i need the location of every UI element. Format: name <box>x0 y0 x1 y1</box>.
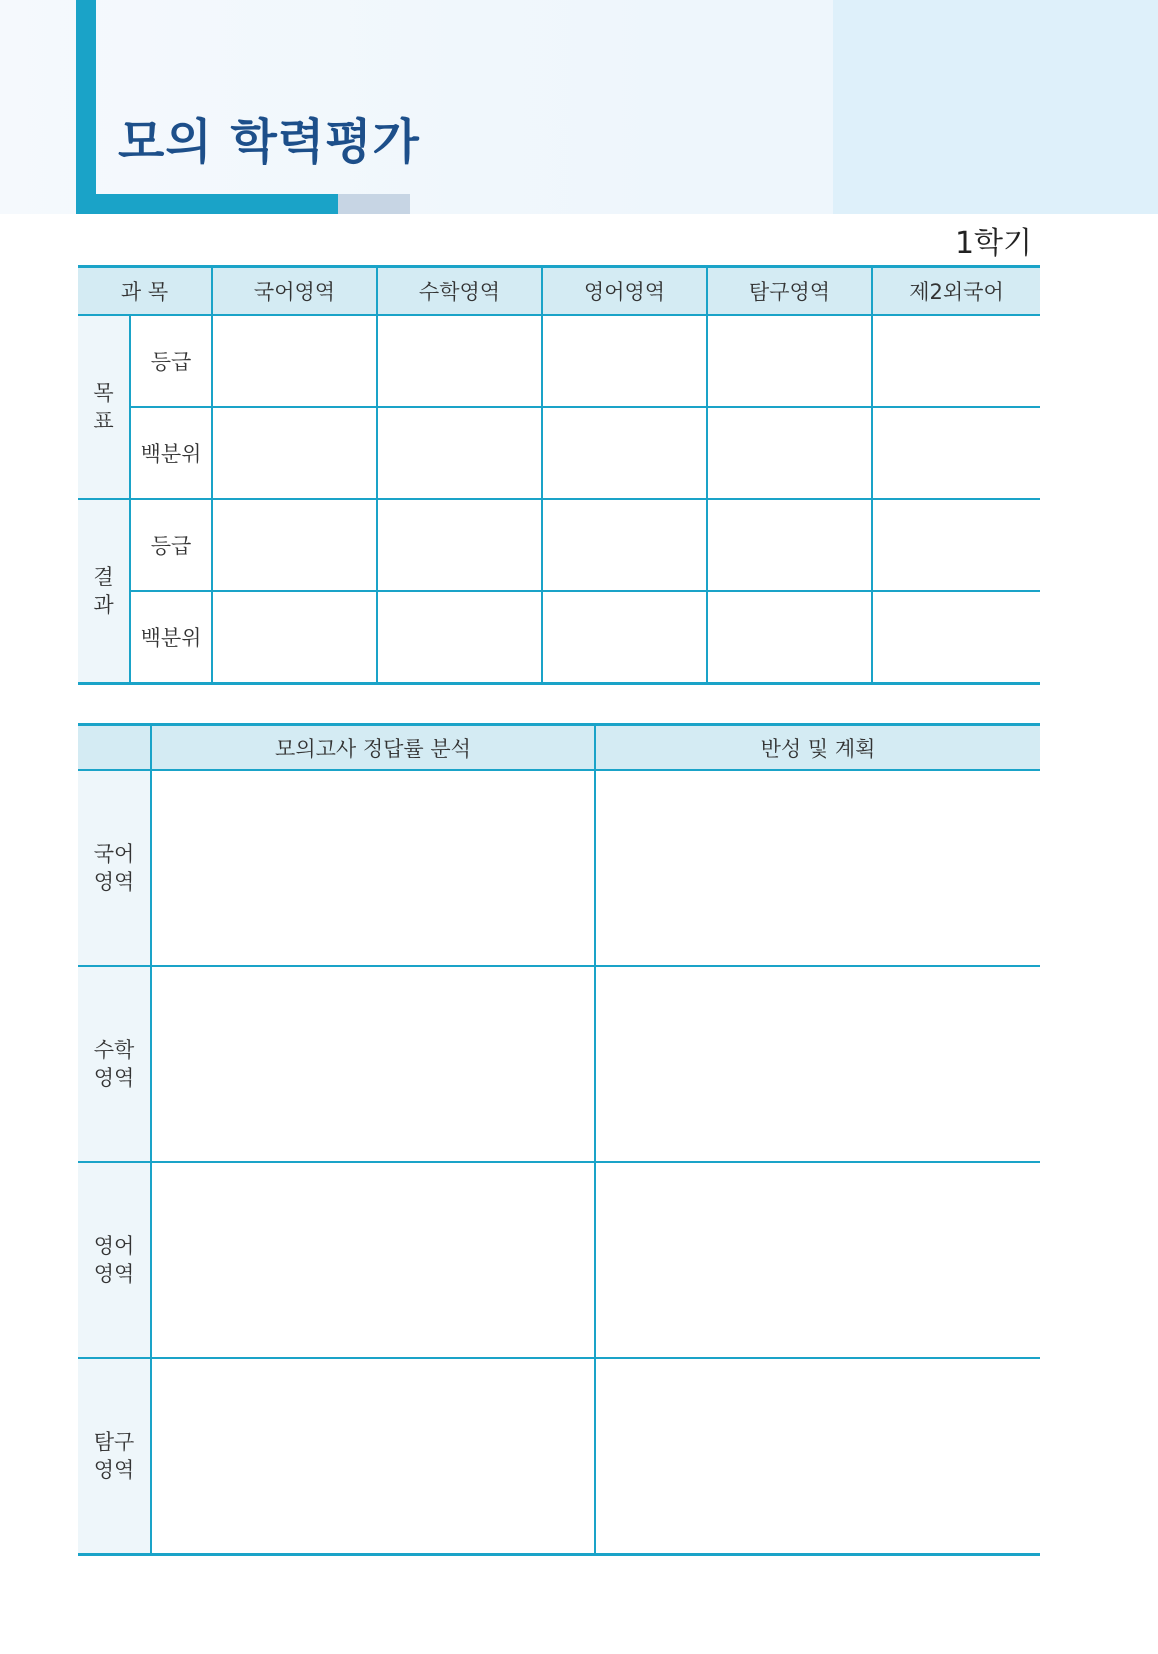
input-cell[interactable] <box>377 499 542 591</box>
table-row <box>78 1358 1040 1555</box>
row-label: 백분위 <box>130 407 212 499</box>
table-row <box>78 1162 1040 1358</box>
row-label: 영어 영역 <box>78 1162 151 1358</box>
input-cell[interactable] <box>872 591 1040 684</box>
target-result-table <box>78 265 1040 685</box>
input-cell[interactable] <box>872 407 1040 499</box>
row-label: 국어 영역 <box>78 770 151 966</box>
row-label: 등급 <box>130 315 212 407</box>
header-band-right <box>833 0 1158 214</box>
table-row <box>78 315 1040 407</box>
input-cell[interactable] <box>542 315 707 407</box>
row-label: 백분위 <box>130 591 212 684</box>
input-cell[interactable] <box>212 591 377 684</box>
table-row <box>78 499 1040 591</box>
input-cell[interactable] <box>707 407 872 499</box>
input-cell[interactable] <box>707 591 872 684</box>
row-label: 수학 영역 <box>78 966 151 1162</box>
input-cell[interactable] <box>212 499 377 591</box>
page-title: 모의 학력평가 <box>118 114 420 170</box>
subject-header: 탐구영역 <box>707 267 872 316</box>
subject-header: 영어영역 <box>542 267 707 316</box>
input-cell[interactable] <box>151 770 595 966</box>
input-cell[interactable] <box>595 1162 1040 1358</box>
accent-underline-gray <box>338 194 410 214</box>
input-cell[interactable] <box>595 966 1040 1162</box>
input-cell[interactable] <box>707 499 872 591</box>
accent-bar <box>76 0 96 214</box>
input-cell[interactable] <box>151 1358 595 1555</box>
input-cell[interactable] <box>212 315 377 407</box>
subject-header: 수학영역 <box>377 267 542 316</box>
input-cell[interactable] <box>377 591 542 684</box>
table-header-row <box>78 725 1040 771</box>
input-cell[interactable] <box>377 315 542 407</box>
input-cell[interactable] <box>542 499 707 591</box>
input-cell[interactable] <box>872 499 1040 591</box>
subject-header: 국어영역 <box>212 267 377 316</box>
table-row <box>78 966 1040 1162</box>
subject-header: 제2외국어 <box>872 267 1040 316</box>
table-row <box>78 407 1040 499</box>
corner-cell: 과 목 <box>78 267 212 316</box>
group-label-result: 결 과 <box>78 499 130 684</box>
input-cell[interactable] <box>542 407 707 499</box>
input-cell[interactable] <box>151 966 595 1162</box>
group-label-target: 목 표 <box>78 315 130 499</box>
input-cell[interactable] <box>377 407 542 499</box>
input-cell[interactable] <box>212 407 377 499</box>
analysis-table <box>78 723 1040 1556</box>
column-header: 모의고사 정답률 분석 <box>151 725 595 771</box>
corner-cell <box>78 725 151 771</box>
input-cell[interactable] <box>542 591 707 684</box>
table-row <box>78 770 1040 966</box>
input-cell[interactable] <box>595 1358 1040 1555</box>
input-cell[interactable] <box>707 315 872 407</box>
row-label: 탐구 영역 <box>78 1358 151 1555</box>
table-row <box>78 591 1040 684</box>
table-header-row <box>78 267 1040 316</box>
accent-underline <box>76 194 338 214</box>
input-cell[interactable] <box>151 1162 595 1358</box>
row-label: 등급 <box>130 499 212 591</box>
column-header: 반성 및 계획 <box>595 725 1040 771</box>
input-cell[interactable] <box>595 770 1040 966</box>
input-cell[interactable] <box>872 315 1040 407</box>
semester-label: 1학기 <box>954 226 1032 261</box>
